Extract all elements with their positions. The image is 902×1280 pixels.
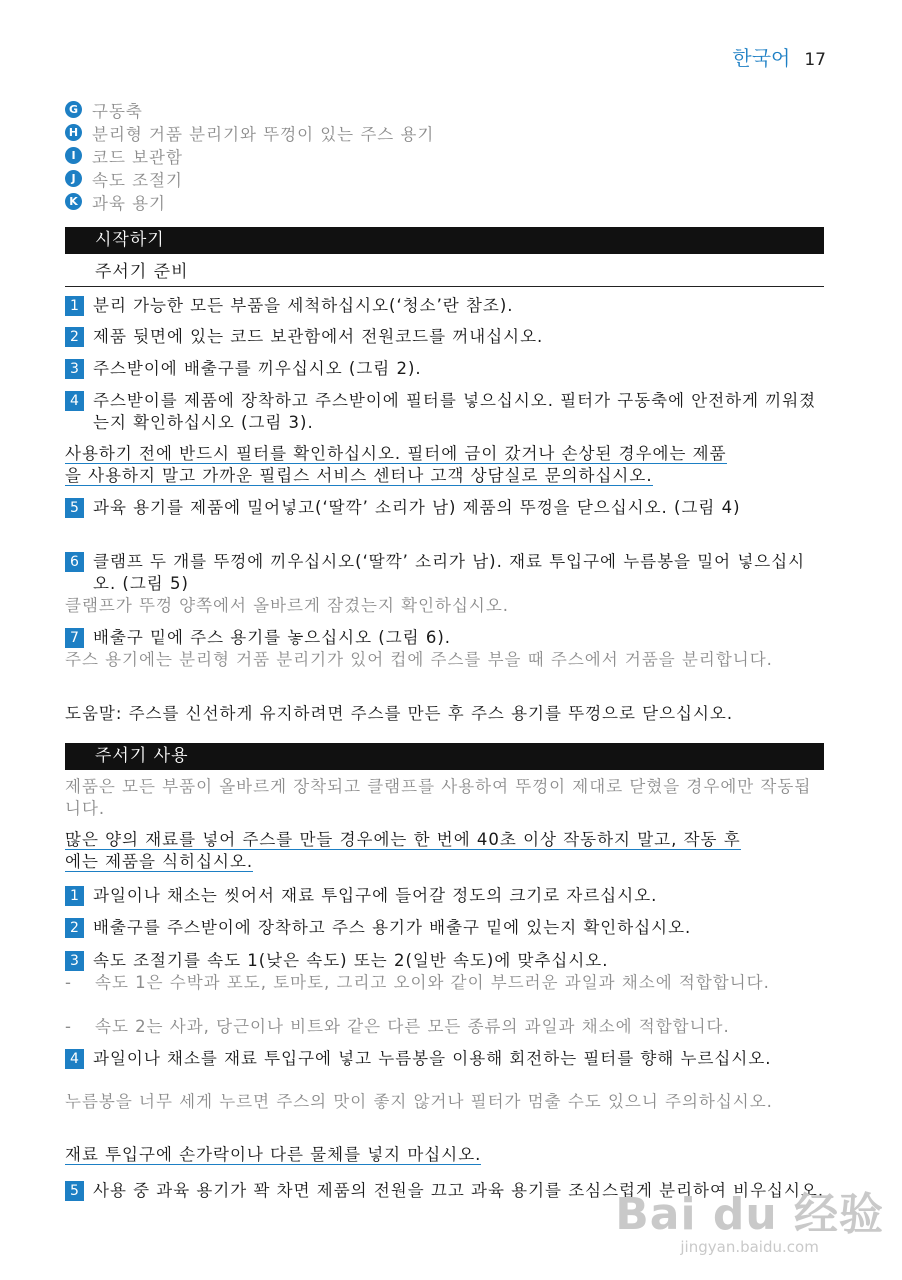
step-text: 속도 조절기를 속도 1(낮은 속도) 또는 2(일반 속도)에 맞추십시오.	[93, 951, 609, 970]
step-number: 2	[65, 918, 84, 938]
warning-line	[65, 465, 653, 487]
step-number: 6	[65, 552, 84, 572]
step-item	[65, 551, 825, 595]
note-text: 클램프가 뚜껑 양쪽에서 올바르게 잠겼는지 확인하십시오.	[65, 596, 510, 615]
step-number: 5	[65, 498, 84, 518]
step-item	[65, 950, 825, 972]
step-text: 주스받이를 제품에 장착하고 주스받이에 필터를 넣으십시오. 필터가 구동축에 안전하게 끼워졌는지 확인하십시오 (그림 3).	[93, 391, 817, 432]
step-number: 4	[65, 391, 84, 411]
step-number: 3	[65, 359, 84, 379]
warning-line	[65, 851, 253, 873]
tip-text: 도움말: 주스를 신선하게 유지하려면 주스를 만든 후 주스 용기를 뚜껑으로 닫으십시오.	[65, 704, 734, 723]
warning-text: 재료 투입구에 손가락이나 다른 물체를 넣지 마십시오.	[65, 1145, 482, 1164]
warning-text: 을 사용하지 말고 가까운 필립스 서비스 센터나 고객 상담실로 문의하십시오.	[65, 466, 653, 485]
bullet-text: 속도 2는 사과, 당근이나 비트와 같은 다른 모든 종류의 과일과 채소에 적합합니다.	[95, 1017, 730, 1036]
step-item	[65, 497, 825, 519]
bullet-item	[65, 972, 825, 994]
language-label: 한국어	[732, 46, 791, 70]
step-item	[65, 627, 825, 649]
warning-line	[65, 1144, 481, 1166]
part-letter-badge: J	[65, 170, 82, 187]
part-label: 구동축	[92, 101, 143, 121]
step-text: 분리 가능한 모든 부품을 세척하십시오(‘청소’란 참조).	[93, 296, 514, 315]
part-letter-badge: H	[65, 124, 82, 141]
step-text: 과일이나 채소는 씻어서 재료 투입구에 들어갈 정도의 크기로 자르십시오.	[93, 886, 658, 905]
page-header	[732, 42, 826, 71]
intro-text: 제품은 모든 부품이 올바르게 장착되고 클램프를 사용하여 뚜껑이 제대로 닫혔을 경우에만 작동됩니다.	[65, 777, 812, 818]
part-label: 분리형 거품 분리기와 뚜껑이 있는 주스 용기	[92, 124, 435, 144]
section-heading-getting-started: 시작하기	[65, 227, 824, 254]
part-item	[65, 121, 434, 144]
step-item	[65, 358, 825, 380]
step-text: 사용 중 과육 용기가 꽉 차면 제품의 전원을 끄고 과육 용기를 조심스럽게 분리하여 비우십시오.	[93, 1181, 825, 1200]
baidu-watermark	[615, 1178, 884, 1256]
parts-list	[65, 98, 434, 213]
part-label: 속도 조절기	[92, 170, 183, 190]
bullet-item	[65, 1016, 825, 1038]
step-item	[65, 295, 825, 317]
step-item	[65, 1048, 825, 1070]
section-heading-using: 주서기 사용	[65, 743, 824, 770]
warning-line	[65, 443, 727, 465]
part-item	[65, 98, 434, 121]
step-number: 4	[65, 1049, 84, 1069]
warning-line	[65, 829, 741, 851]
step-number: 1	[65, 886, 84, 906]
bullet-text: 속도 1은 수박과 포도, 토마토, 그리고 오이와 같이 부드러운 과일과 채소에 적합합니다.	[95, 973, 770, 992]
step-text: 배출구 밑에 주스 용기를 놓으십시오 (그림 6).	[93, 628, 452, 647]
part-label: 과육 용기	[92, 193, 167, 213]
step-number: 1	[65, 296, 84, 316]
step-number: 2	[65, 327, 84, 347]
part-item	[65, 144, 434, 167]
warning-text: 에는 제품을 식히십시오.	[65, 852, 254, 871]
step-item	[65, 917, 825, 939]
bullet-dash: -	[65, 1017, 72, 1036]
part-label: 코드 보관함	[92, 147, 183, 167]
step-text: 주스받이에 배출구를 끼우십시오 (그림 2).	[93, 359, 422, 378]
page-number: 17	[804, 50, 826, 70]
warning-text: 많은 양의 재료를 넣어 주스를 만들 경우에는 한 번에 40초 이상 작동하지 말고, 작동 후	[65, 830, 741, 849]
part-item	[65, 190, 434, 213]
step-number: 7	[65, 628, 84, 648]
subsection-heading-preparing: 주서기 준비	[65, 258, 824, 287]
step-text: 과육 용기를 제품에 밀어넣고(‘딸깍’ 소리가 남) 제품의 뚜껑을 닫으십시오. (그림 4)	[93, 498, 741, 517]
step-item	[65, 326, 825, 348]
watermark-logo: Bai du 经验	[615, 1189, 884, 1240]
step-text: 과일이나 채소를 재료 투입구에 넣고 누름봉을 이용해 회전하는 필터를 향해 누르십시오.	[93, 1049, 772, 1068]
part-letter-badge: I	[65, 147, 82, 164]
note-text: 주스 용기에는 분리형 거품 분리기가 있어 컵에 주스를 부을 때 주스에서 거품을 분리합니다.	[65, 650, 773, 669]
part-item	[65, 167, 434, 190]
step-text: 클램프 두 개를 뚜껑에 끼우십시오(‘딸깍’ 소리가 남). 재료 투입구에 누름봉을 밀어 넣으십시오. (그림 5)	[93, 552, 806, 593]
part-letter-badge: K	[65, 193, 82, 210]
step-text: 배출구를 주스받이에 장착하고 주스 용기가 배출구 밑에 있는지 확인하십시오.	[93, 918, 692, 937]
note-text: 누름봉을 너무 세게 누르면 주스의 맛이 좋지 않거나 필터가 멈출 수도 있으니 주의하십시오.	[65, 1092, 773, 1111]
bullet-dash: -	[65, 973, 72, 992]
warning-text: 사용하기 전에 반드시 필터를 확인하십시오. 필터에 금이 갔거나 손상된 경우에는 제품	[65, 444, 727, 463]
step-number: 3	[65, 951, 84, 971]
part-letter-badge: G	[65, 101, 82, 118]
step-text: 제품 뒷면에 있는 코드 보관함에서 전원코드를 꺼내십시오.	[93, 327, 544, 346]
step-item	[65, 390, 825, 434]
watermark-url: jingyan.baidu.com	[680, 1238, 819, 1256]
step-item	[65, 885, 825, 907]
step-number: 5	[65, 1181, 84, 1201]
